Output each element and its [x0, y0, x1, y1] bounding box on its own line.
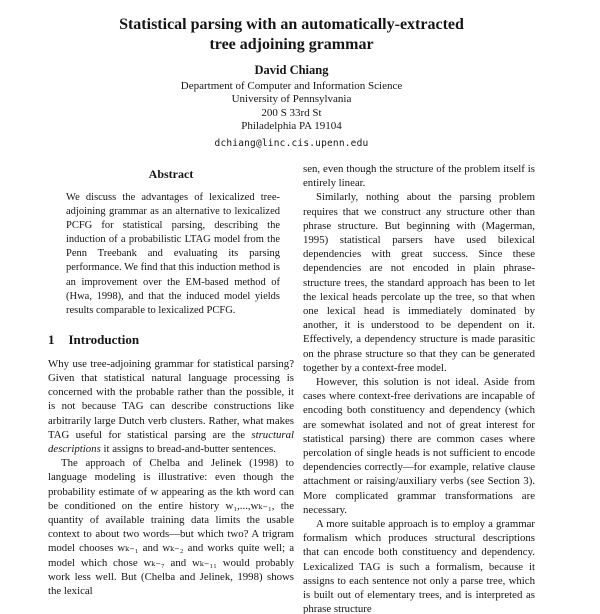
section-1-heading: [48, 332, 294, 348]
author-name: David Chiang: [254, 62, 329, 77]
right-paragraph-approach: A more suitable approach is to employ a grammar formalism which produces structural descriptions that can encode both constituency and dependency. Lexicalized TAG is such a formalism, because it assigns to each sentence not only a parse tree, which is built out of elementary trees, and is interpreted as phrase structure: [303, 518, 535, 614]
left-column: [48, 162, 294, 614]
affiliation-line-department: Department of Computer and Information Science: [180, 79, 403, 92]
affiliation-line-university: University of Pennsylvania: [231, 93, 352, 106]
right-paragraph-however: However, this solution is not ideal. Aside from cases where context-free derivations are incapable of encoding both constituency and dependency (which are somewhat isolated and not of great interest for statistical parsing) there are common cases where percolation of single heads is not sufficient to encode dependencies correctly—for example, relative clause attachment or raising/auxiliary verbs (see Section 3). More complicated grammar transformations are necessary.: [303, 375, 535, 516]
abstract-text: We discuss the advantages of lexicalized tree-adjoining grammar as an alternative to lexicalized PCFG for statistical parsing, describing the induction of a probabilistic LTAG model from the Penn Treebank and evaluating its parsing performance. We find that this induction method is an improvement over the EM-based method of (Hwa, 1998), and that the induced model yields results comparable to lexicalized PCFG.: [66, 191, 280, 316]
intro-paragraph-1-emphasis: structural descriptions: [48, 428, 294, 455]
section-1-number: 1: [48, 331, 55, 347]
right-column: [303, 162, 535, 614]
author-affiliation: [48, 80, 535, 134]
paper-title-line-1: Statistical parsing with an automatically-extracted: [119, 16, 464, 33]
paper-title: [48, 15, 535, 56]
intro-paragraph-1-text: Why use tree-adjoining grammar for statistical parsing? Given that statistical natural language processing is concerned with the probable rather than the possible, it is not because TAG can describe constructions like arbitrarily large Dutch verb clusters. Rather, what makes TAG useful for statistical parsing are the: [48, 357, 294, 441]
paper-page: [48, 0, 535, 614]
two-column-body: [48, 162, 535, 614]
intro-paragraph-1: [48, 357, 294, 456]
author-email: dchiang@linc.cis.upenn.edu: [214, 137, 369, 149]
paper-title-line-2: tree adjoining grammar: [209, 36, 374, 54]
section-1-title: Introduction: [68, 331, 140, 347]
intro-paragraph-2: The approach of Chelba and Jelinek (1998) to language modeling is illustrative: even though the probability estimate of w appearing as the kth word can be conditioned on the entire history w₁,...,wₖ₋₁, the quantity of available training data limits the usable context to about two words—but which two? A trigram model chooses wₖ₋₁ and wₖ₋₂ and works quite well; a model which chose wₖ₋₇ and wₖ₋₁₁ would probably work less well. But (Chelba and Jelinek, 1998) shows the lexical: [48, 457, 294, 598]
right-paragraph-similarly: Similarly, nothing about the parsing problem requires that we construct any structure other than phrase structure. But beginning with (Magerman, 1995) statistical parsers have used bilexical dependencies with great success. Since these dependencies are not encoded in plain phrase-structure trees, the standard approach has been to let the lexical heads percolate up the tree, so that when one lexical head is immediately dominated by another, it is understood to be dependent on it. Effectively, a dependency structure is made parasitic on the phrase structure so that they can be generated together by a context-free model.: [303, 191, 535, 374]
intro-paragraph-1-tail: it assigns to bread-and-butter sentences.: [100, 443, 276, 455]
right-paragraph-continuation: sen, even though the structure of the problem itself is entirely linear.: [303, 162, 535, 190]
affiliation-line-street: 200 S 33rd St: [261, 106, 322, 119]
affiliation-line-city: Philadelphia PA 19104: [241, 120, 342, 133]
abstract-heading: Abstract: [148, 166, 194, 181]
